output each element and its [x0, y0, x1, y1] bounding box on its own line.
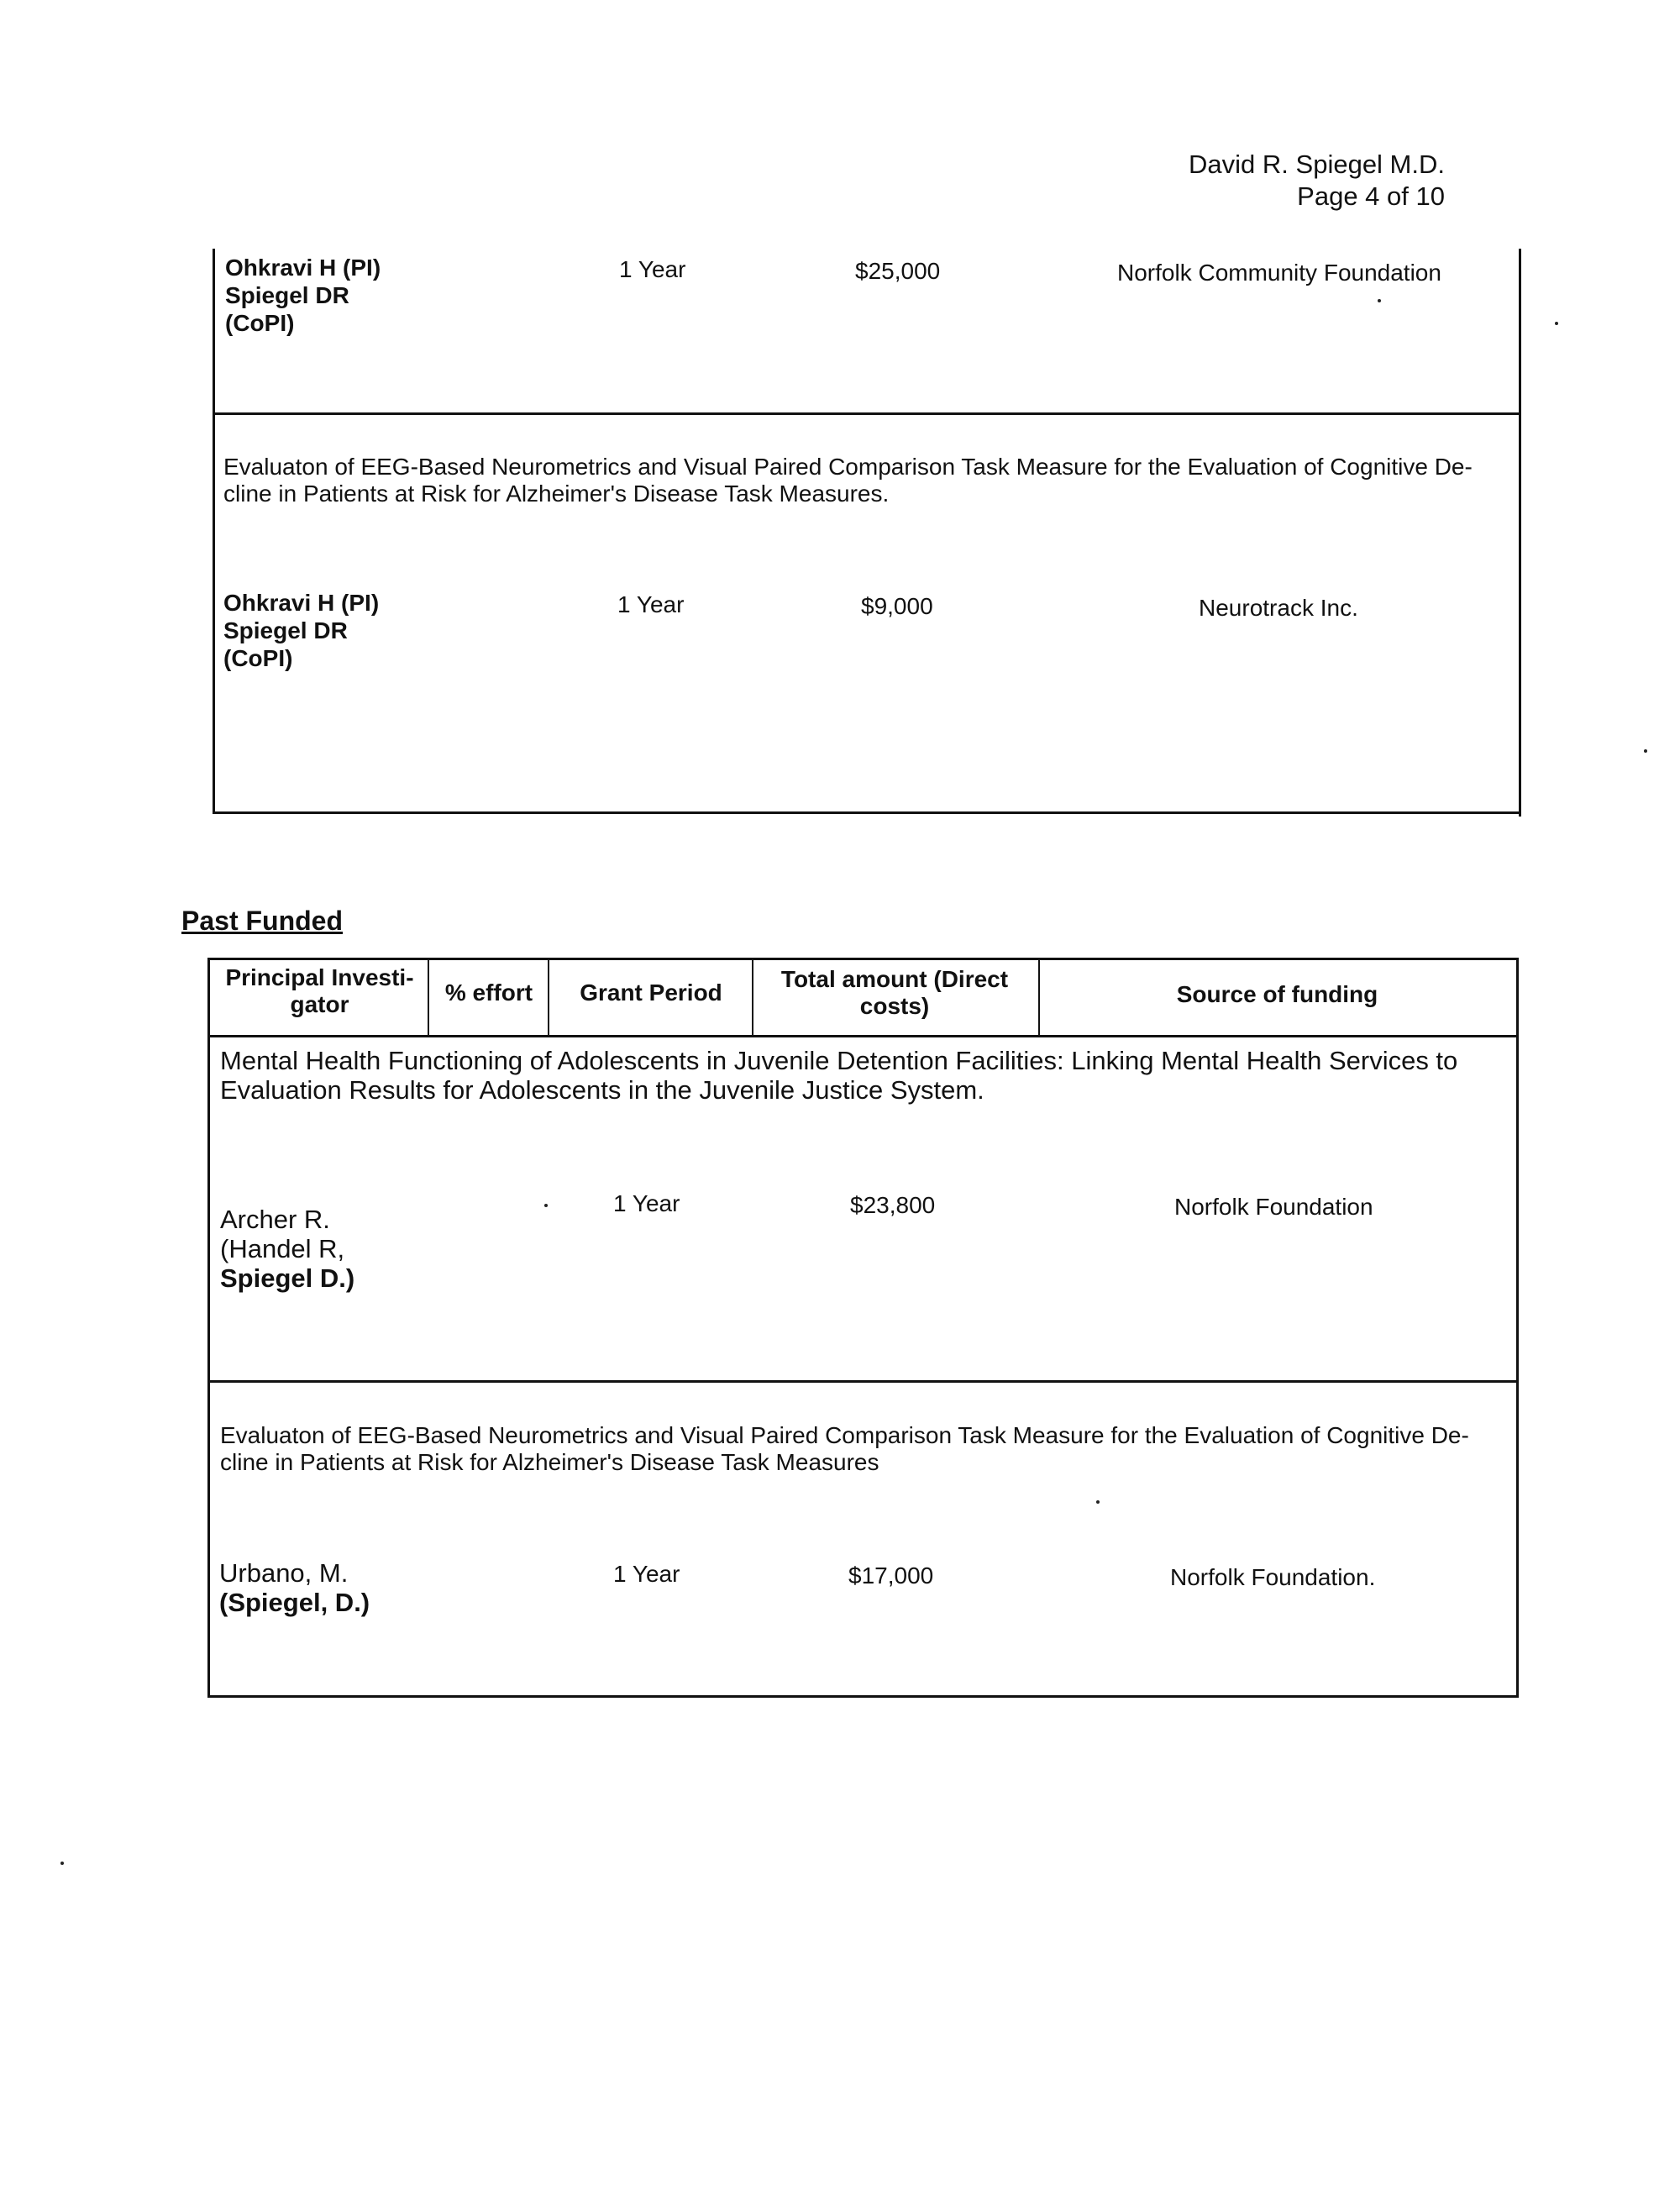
investigator-co: (Spiegel, D.) [219, 1588, 370, 1617]
scan-speck [1378, 299, 1381, 302]
investigator-copi: Spiegel DR [223, 617, 348, 643]
section-title-past-funded: Past Funded [181, 906, 344, 936]
grant-amount: $17,000 [848, 1562, 934, 1589]
table-border-right [1519, 249, 1521, 817]
investigator-pi: Ohkravi H (PI) [223, 590, 380, 616]
column-divider [752, 958, 753, 1037]
table-border-left [213, 249, 215, 813]
scan-speck [1644, 749, 1647, 753]
scan-speck [544, 1204, 548, 1207]
investigator-primary: Urbano, M. [219, 1558, 349, 1588]
scan-speck [1096, 1500, 1100, 1504]
column-divider [1038, 958, 1040, 1037]
grant-amount: $9,000 [861, 593, 933, 619]
column-divider [428, 958, 429, 1037]
column-header-source: Source of funding [1176, 981, 1378, 1007]
row-divider [213, 412, 1521, 415]
investigators-cell [225, 254, 381, 337]
author-name: David R. Spiegel M.D. [1189, 150, 1445, 179]
investigator-co: Spiegel D.) [220, 1263, 355, 1293]
grant-amount: $23,800 [850, 1192, 936, 1218]
investigator-co: (Handel R, [220, 1234, 345, 1263]
investigator-primary: Archer R. [220, 1205, 330, 1234]
funding-source: Norfolk Community Foundation [1117, 260, 1441, 286]
grant-period: 1 Year [617, 591, 685, 617]
column-header-grant-period: Grant Period [580, 979, 722, 1006]
row-divider [207, 1380, 1516, 1383]
investigators-cell [219, 1558, 370, 1617]
investigator-role: (CoPI) [223, 645, 293, 671]
column-header-effort: % effort [444, 979, 533, 1006]
investigator-copi: Spiegel DR [225, 282, 349, 308]
scan-speck [60, 1862, 64, 1865]
scan-speck [1555, 322, 1558, 325]
grant-title: Evaluaton of EEG-Based Neurometrics and Visual Paired Comparison Task Measure for the Evaluation of Cognitive De-cline in Patients at Risk for Alzheimer's Disease Task Measures. [223, 454, 1473, 507]
investigators-cell [223, 589, 379, 672]
grant-title: Evaluaton of EEG-Based Neurometrics and Visual Paired Comparison Task Measure for the Evaluation of Cognitive De-cline in Patients at Risk for Alzheimer's Disease Task Measures [220, 1422, 1469, 1475]
investigators-cell [220, 1205, 354, 1293]
funding-source: Neurotrack Inc. [1199, 595, 1358, 621]
investigator-pi: Ohkravi H (PI) [225, 255, 381, 281]
column-header-principal-investigator: Principal Investi-gator [225, 964, 414, 1017]
grant-period: 1 Year [613, 1561, 680, 1587]
page-number: Page 4 of 10 [1297, 181, 1445, 211]
header-divider [207, 1035, 1516, 1037]
funding-source: Norfolk Foundation [1174, 1194, 1373, 1220]
column-divider [548, 958, 549, 1037]
funding-source: Norfolk Foundation. [1170, 1564, 1376, 1590]
table-border-bottom [213, 811, 1521, 814]
grant-title: Mental Health Functioning of Adolescents in Juvenile Detention Facilities: Linking Mental Health Services to Evaluation Results for Adolescents in the Juvenile Justice System. [220, 1046, 1458, 1105]
column-header-total-amount: Total amount (Direct costs) [780, 966, 1009, 1019]
investigator-role: (CoPI) [225, 310, 295, 336]
grant-period: 1 Year [613, 1190, 680, 1216]
grant-amount: $25,000 [855, 258, 941, 284]
grant-period: 1 Year [619, 256, 686, 282]
